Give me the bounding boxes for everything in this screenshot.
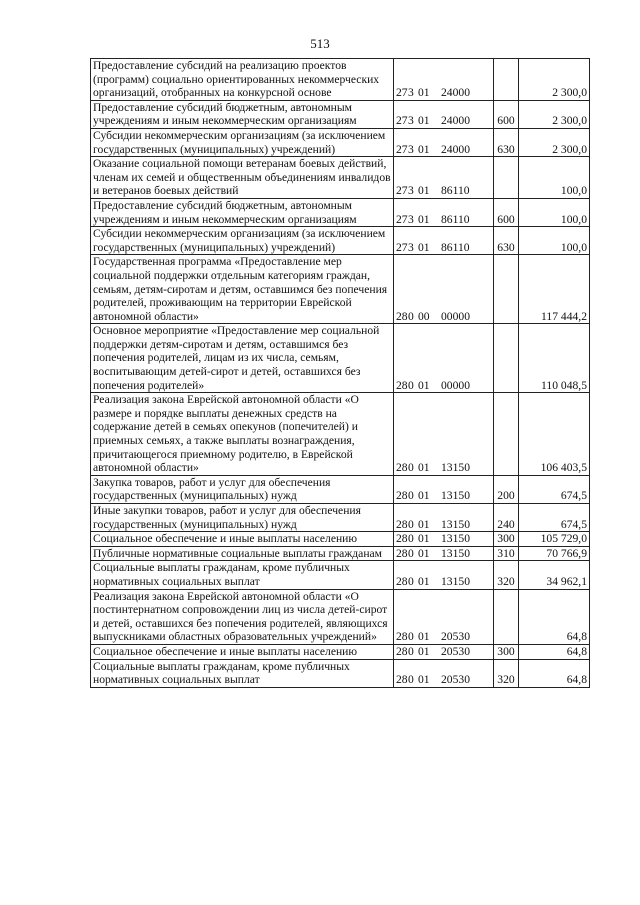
code-part: 01: [418, 630, 430, 644]
row-sum-cell: 106 403,5: [519, 393, 590, 476]
table-row: [91, 589, 590, 644]
row-vr-cell: [494, 157, 519, 199]
code-part: 00: [418, 309, 430, 323]
row-name-cell: Субсидии некоммерческим организациям (за исключением государственных (муниципальных) учреждений): [91, 128, 394, 156]
code-part: 24000: [441, 142, 470, 156]
code-part: 01: [418, 574, 430, 588]
code-part: 24000: [441, 86, 470, 100]
table-row: [91, 546, 590, 561]
row-code-cell: [394, 100, 494, 128]
row-code-cell: [394, 393, 494, 476]
row-code-cell: [394, 644, 494, 659]
code-part: 13150: [441, 546, 470, 560]
row-sum-cell: 2 300,0: [519, 128, 590, 156]
code-part: 3: [408, 142, 414, 156]
row-vr-cell: [494, 589, 519, 644]
code-part: 0: [408, 309, 414, 323]
code-part: 0: [408, 461, 414, 475]
row-sum-cell: 110 048,5: [519, 324, 590, 393]
code-part: 3: [408, 212, 414, 226]
code-part: 28: [396, 489, 408, 503]
row-code-cell: [394, 227, 494, 255]
row-name-cell: Государственная программа «Предоставление мер социальной поддержки отдельным категориям граждан, семьям, детям-сиротам и детям, оставшимся без попечения родителей, проживающим на территории Еврейской автономной области»: [91, 255, 394, 324]
row-code-cell: [394, 546, 494, 561]
row-vr-cell: 300: [494, 532, 519, 547]
table-row: [91, 532, 590, 547]
row-vr-cell: 630: [494, 128, 519, 156]
code-part: 3: [408, 240, 414, 254]
row-sum-cell: 64,8: [519, 644, 590, 659]
code-part: 28: [396, 309, 408, 323]
code-part: 01: [418, 86, 430, 100]
code-part: 13150: [441, 461, 470, 475]
code-part: 27: [396, 212, 408, 226]
code-part: 27: [396, 184, 408, 198]
row-code-cell: [394, 659, 494, 687]
row-name-cell: Предоставление субсидий бюджетным, автономным учреждениям и иным некоммерческим организациям: [91, 198, 394, 226]
row-name-cell: Реализация закона Еврейской автономной области «О размере и порядке выплаты денежных средств на содержание детей в семьях опекунов (попечителей) и приемных семьях, а также выплаты вознаграждения, причитающегося приемному родителю, в Еврейской автономной области»: [91, 393, 394, 476]
budget-table: [90, 58, 590, 688]
code-part: 01: [418, 517, 430, 531]
row-sum-cell: 70 766,9: [519, 546, 590, 561]
code-part: 01: [418, 532, 430, 546]
code-part: 28: [396, 378, 408, 392]
code-part: 24000: [441, 114, 470, 128]
row-vr-cell: [494, 393, 519, 476]
code-part: 86110: [441, 240, 470, 254]
row-vr-cell: [494, 255, 519, 324]
code-part: 0: [408, 532, 414, 546]
table-row: [91, 324, 590, 393]
row-vr-cell: 320: [494, 561, 519, 589]
row-name-cell: Оказание социальной помощи ветеранам боевых действий, членам их семей и общественным объединениям инвалидов и ветеранов боевых действий: [91, 157, 394, 199]
code-part: 01: [418, 184, 430, 198]
code-part: 20530: [441, 673, 470, 687]
code-part: 28: [396, 630, 408, 644]
row-code-cell: [394, 561, 494, 589]
table-row: [91, 59, 590, 101]
row-code-cell: [394, 589, 494, 644]
row-vr-cell: 630: [494, 227, 519, 255]
code-part: 00000: [441, 378, 470, 392]
row-vr-cell: [494, 324, 519, 393]
table-row: [91, 255, 590, 324]
code-part: 27: [396, 86, 408, 100]
row-vr-cell: 600: [494, 100, 519, 128]
code-part: 28: [396, 532, 408, 546]
table-row: [91, 561, 590, 589]
row-name-cell: Субсидии некоммерческим организациям (за исключением государственных (муниципальных) учреждений): [91, 227, 394, 255]
row-sum-cell: 2 300,0: [519, 59, 590, 101]
row-sum-cell: 117 444,2: [519, 255, 590, 324]
row-sum-cell: 64,8: [519, 659, 590, 687]
code-part: 13150: [441, 532, 470, 546]
code-part: 28: [396, 673, 408, 687]
row-sum-cell: 674,5: [519, 504, 590, 532]
code-part: 13150: [441, 517, 470, 531]
table-row: [91, 475, 590, 503]
code-part: 20530: [441, 644, 470, 658]
row-sum-cell: 674,5: [519, 475, 590, 503]
code-part: 3: [408, 184, 414, 198]
row-vr-cell: [494, 59, 519, 101]
row-name-cell: Предоставление субсидий на реализацию проектов (программ) социально ориентированных некоммерческих организаций, отобранных на конкурсной основе: [91, 59, 394, 101]
row-name-cell: Иные закупки товаров, работ и услуг для обеспечения государственных (муниципальных) нужд: [91, 504, 394, 532]
code-part: 0: [408, 546, 414, 560]
row-vr-cell: 300: [494, 644, 519, 659]
row-code-cell: [394, 255, 494, 324]
row-code-cell: [394, 504, 494, 532]
row-code-cell: [394, 324, 494, 393]
row-sum-cell: 100,0: [519, 198, 590, 226]
code-part: 01: [418, 142, 430, 156]
code-part: 01: [418, 546, 430, 560]
table-row: [91, 504, 590, 532]
code-part: 01: [418, 673, 430, 687]
code-part: 01: [418, 644, 430, 658]
code-part: 20530: [441, 630, 470, 644]
code-part: 86110: [441, 212, 470, 226]
code-part: 28: [396, 574, 408, 588]
code-part: 86110: [441, 184, 470, 198]
code-part: 3: [408, 114, 414, 128]
code-part: 01: [418, 378, 430, 392]
row-name-cell: Основное мероприятие «Предоставление мер социальной поддержки детям-сиротам и детям, оставшимся без попечения родителей, лицам из их числа, семьям, воспитывающим детей-сирот и детей, оставшихся без попечения родителей»: [91, 324, 394, 393]
row-name-cell: Предоставление субсидий бюджетным, автономным учреждениям и иным некоммерческим организациям: [91, 100, 394, 128]
code-part: 3: [408, 86, 414, 100]
code-part: 28: [396, 461, 408, 475]
code-part: 0: [408, 574, 414, 588]
code-part: 01: [418, 489, 430, 503]
code-part: 13150: [441, 489, 470, 503]
table-row: [91, 644, 590, 659]
row-sum-cell: 100,0: [519, 227, 590, 255]
row-name-cell: Закупка товаров, работ и услуг для обеспечения государственных (муниципальных) нужд: [91, 475, 394, 503]
row-code-cell: [394, 475, 494, 503]
code-part: 0: [408, 378, 414, 392]
code-part: 27: [396, 240, 408, 254]
row-vr-cell: 320: [494, 659, 519, 687]
row-vr-cell: 240: [494, 504, 519, 532]
code-part: 01: [418, 240, 430, 254]
code-part: 27: [396, 142, 408, 156]
row-code-cell: [394, 198, 494, 226]
table-row: [91, 128, 590, 156]
code-part: 28: [396, 517, 408, 531]
code-part: 0: [408, 644, 414, 658]
code-part: 01: [418, 114, 430, 128]
row-name-cell: Социальные выплаты гражданам, кроме публичных нормативных социальных выплат: [91, 659, 394, 687]
table-row: [91, 100, 590, 128]
row-sum-cell: 100,0: [519, 157, 590, 199]
row-name-cell: Реализация закона Еврейской автономной области «О постинтернатном сопровождении лиц из числа детей-сирот и детей, оставшихся без попечения родителей, являющихся выпускниками областных образовательных учреждений»: [91, 589, 394, 644]
row-name-cell: Социальное обеспечение и иные выплаты населению: [91, 644, 394, 659]
code-part: 28: [396, 546, 408, 560]
code-part: 0: [408, 630, 414, 644]
code-part: 28: [396, 644, 408, 658]
row-name-cell: Социальное обеспечение и иные выплаты населению: [91, 532, 394, 547]
row-sum-cell: 64,8: [519, 589, 590, 644]
row-vr-cell: 600: [494, 198, 519, 226]
row-code-cell: [394, 157, 494, 199]
row-sum-cell: 2 300,0: [519, 100, 590, 128]
code-part: 01: [418, 212, 430, 226]
row-sum-cell: 105 729,0: [519, 532, 590, 547]
table-row: [91, 227, 590, 255]
row-name-cell: Социальные выплаты гражданам, кроме публичных нормативных социальных выплат: [91, 561, 394, 589]
row-code-cell: [394, 532, 494, 547]
table-row: [91, 198, 590, 226]
table-body: [91, 59, 590, 688]
row-vr-cell: 310: [494, 546, 519, 561]
code-part: 00000: [441, 309, 470, 323]
code-part: 0: [408, 517, 414, 531]
table-row: [91, 157, 590, 199]
code-part: 13150: [441, 574, 470, 588]
row-vr-cell: 200: [494, 475, 519, 503]
row-code-cell: [394, 59, 494, 101]
table-row: [91, 393, 590, 476]
page-number: 513: [310, 36, 330, 51]
row-code-cell: [394, 128, 494, 156]
code-part: 01: [418, 461, 430, 475]
table-row: [91, 659, 590, 687]
code-part: 0: [408, 673, 414, 687]
code-part: 27: [396, 114, 408, 128]
row-sum-cell: 34 962,1: [519, 561, 590, 589]
row-name-cell: Публичные нормативные социальные выплаты гражданам: [91, 546, 394, 561]
code-part: 0: [408, 489, 414, 503]
